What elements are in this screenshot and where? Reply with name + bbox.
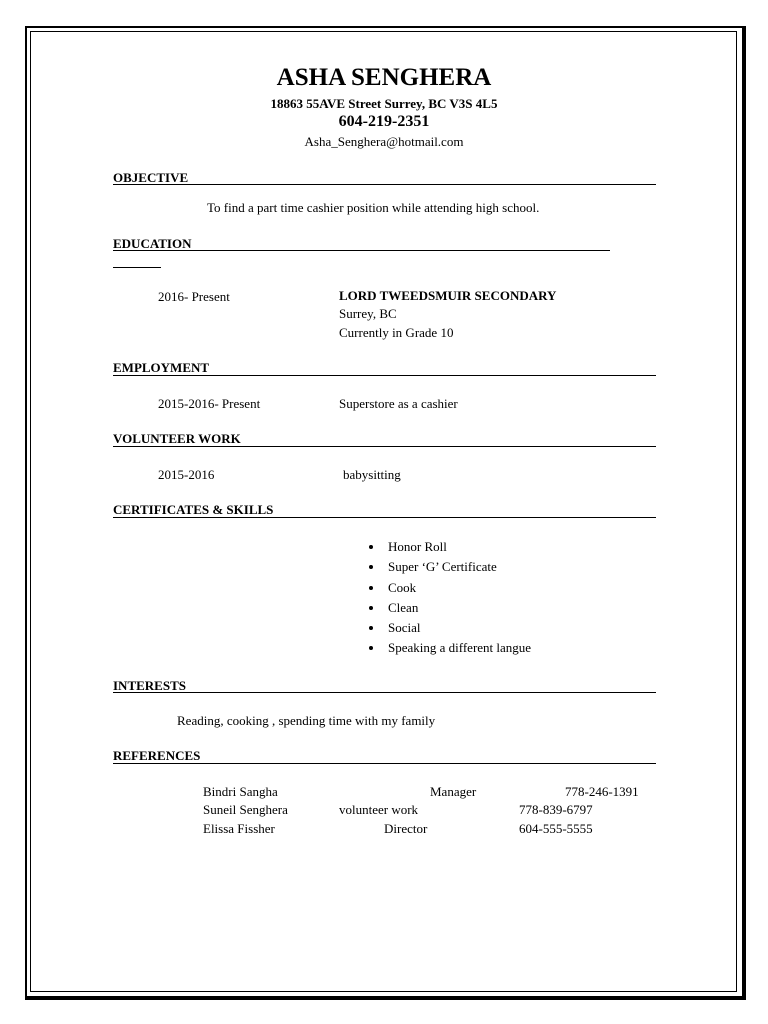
education-location: Surrey, BC — [339, 306, 397, 321]
references-heading: REFERENCES — [113, 748, 201, 763]
reference-name: Suneil Senghera — [203, 802, 288, 817]
resume-phone: 604-219-2351 — [338, 113, 430, 130]
education-detail: Currently in Grade 10 — [339, 325, 454, 340]
skills-list — [340, 537, 531, 659]
reference-name: Bindri Sangha — [203, 784, 278, 799]
education-school: LORD TWEEDSMUIR SECONDARY — [339, 288, 557, 303]
volunteer-date: 2015-2016 — [158, 467, 215, 482]
education-date: 2016- Present — [158, 289, 230, 304]
volunteer-heading: VOLUNTEER WORK — [113, 431, 241, 446]
list-item: • Super ‘G’ Certificate — [384, 557, 531, 577]
resume-email: Asha_Senghera@hotmail.com — [304, 134, 464, 149]
references-rule — [113, 763, 656, 764]
reference-phone: 778-839-6797 — [519, 802, 593, 817]
objective-text: To find a part time cashier position while attending high school. — [207, 200, 540, 215]
certificates-rule — [113, 517, 656, 518]
employment-text: Superstore as a cashier — [339, 396, 458, 411]
volunteer-text: babysitting — [343, 467, 401, 482]
resume-name: ASHA SENGHERA — [276, 64, 492, 91]
reference-name: Elissa Fissher — [203, 821, 275, 836]
interests-rule — [113, 692, 656, 693]
education-heading: EDUCATION — [113, 236, 192, 251]
list-item: • Speaking a different langue — [384, 638, 531, 658]
interests-heading: INTERESTS — [113, 678, 186, 693]
list-item: • Honor Roll — [384, 537, 531, 557]
reference-role: Manager — [430, 784, 477, 799]
education-rule — [113, 250, 610, 251]
reference-phone: 604-555-5555 — [519, 821, 593, 836]
reference-role: volunteer work — [339, 802, 419, 817]
reference-role: Director — [384, 821, 428, 836]
objective-rule — [113, 184, 656, 185]
employment-date: 2015-2016- Present — [158, 396, 261, 411]
employment-heading: EMPLOYMENT — [113, 360, 210, 375]
reference-phone: 778-246-1391 — [565, 784, 639, 799]
list-item: • Cook — [384, 578, 531, 598]
certificates-heading: CERTIFICATES & SKILLS — [113, 502, 274, 517]
list-item: • Clean — [384, 598, 531, 618]
volunteer-rule — [113, 446, 656, 447]
list-item: • Social — [384, 618, 531, 638]
education-rule-continuation — [113, 267, 161, 268]
interests-text: Reading, cooking , spending time with my family — [177, 713, 436, 728]
employment-rule — [113, 375, 656, 376]
resume-address: 18863 55AVE Street Surrey, BC V3S 4L5 — [270, 96, 498, 111]
objective-heading: OBJECTIVE — [113, 170, 189, 185]
